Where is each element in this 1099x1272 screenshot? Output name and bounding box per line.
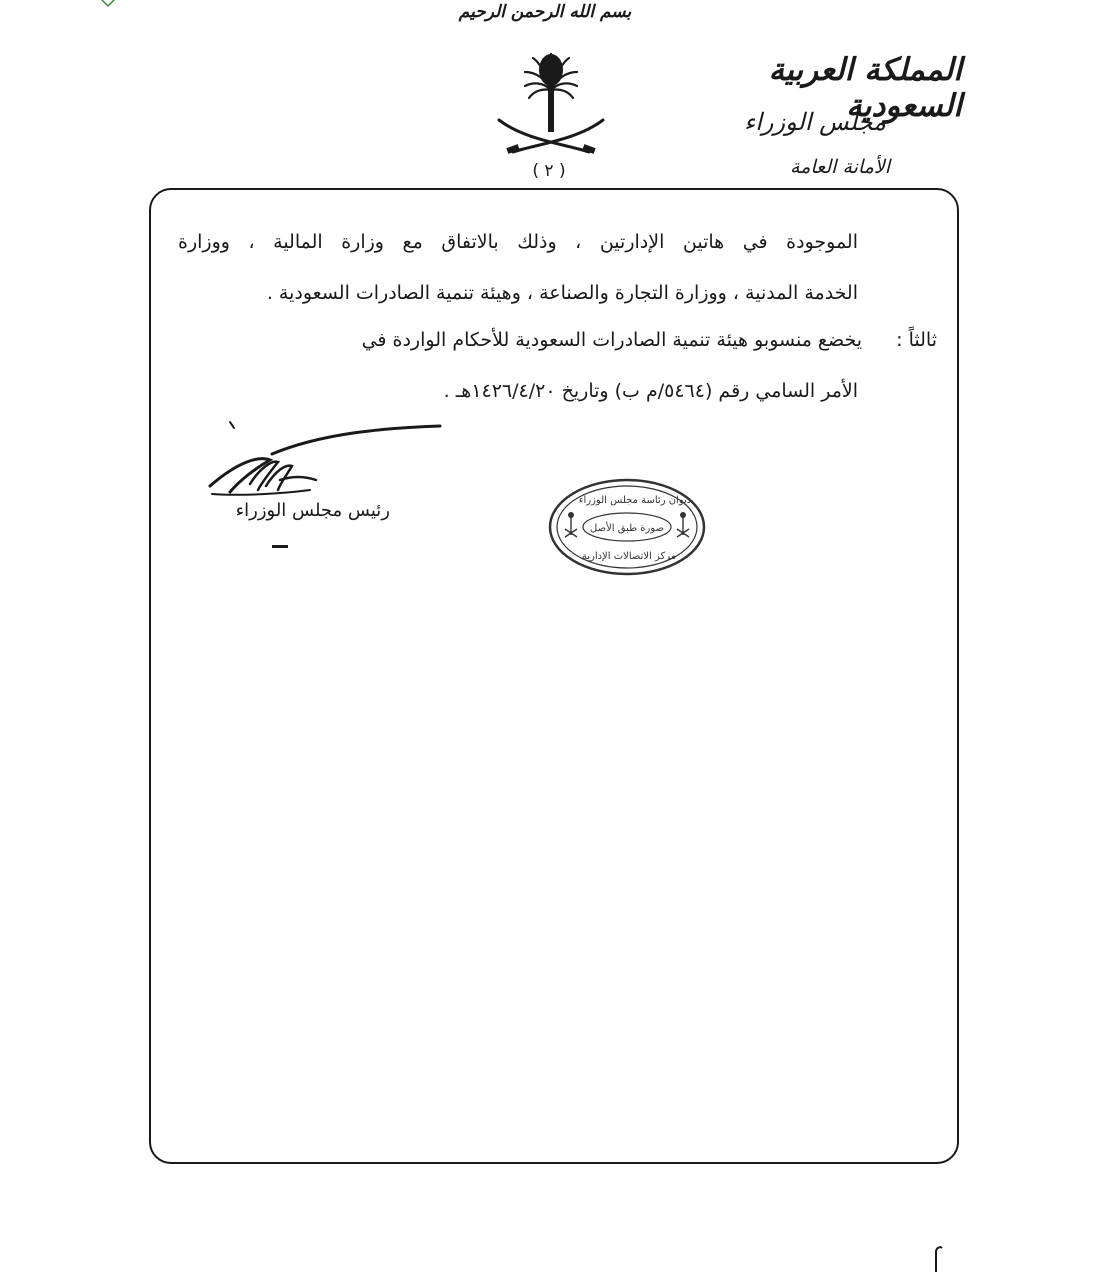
body-line-1: الموجودة في هاتين الإدارتين ، وذلك بالاتفاق مع وزارة المالية ، ووزارة xyxy=(178,231,858,253)
letterhead-country: المملكة العربية السعودية xyxy=(768,52,962,124)
official-stamp xyxy=(547,477,707,577)
stamp-center-text: صورة طبق الأصل xyxy=(590,523,664,534)
clause-text: يخضع منسوبو هيئة تنمية الصادرات السعودية للأحكام الواردة في xyxy=(361,329,863,351)
clause-label: ثالثاً : xyxy=(896,329,937,351)
saudi-emblem-icon xyxy=(495,48,607,166)
stamp-top-text: ديوان رئاسة مجلس الوزراء xyxy=(578,495,692,506)
corner-fold-mark xyxy=(96,0,118,10)
signatory-title: رئيس مجلس الوزراء xyxy=(235,500,390,521)
body-line-3 xyxy=(362,326,937,354)
basmala: بسم الله الرحمن الرحيم xyxy=(458,2,632,22)
letterhead xyxy=(680,52,962,192)
margin-mark xyxy=(930,1244,950,1272)
letterhead-secretariat: الأمانة العامة xyxy=(790,156,890,178)
signature-dash xyxy=(270,544,290,550)
page-number: ( ٢ ) xyxy=(532,161,566,181)
letterhead-council: مجلس الوزراء xyxy=(743,108,886,136)
body-line-4: الأمر السامي رقم (٥٤٦٤/م ب) وتاريخ ١٤٢٦/٤/٢٠هـ . xyxy=(443,380,858,402)
body-line-2: الخدمة المدنية ، ووزارة التجارة والصناعة ، وهيئة تنمية الصادرات السعودية . xyxy=(266,282,858,304)
stamp-bottom-text: مركز الاتصالات الإدارية xyxy=(581,551,677,562)
